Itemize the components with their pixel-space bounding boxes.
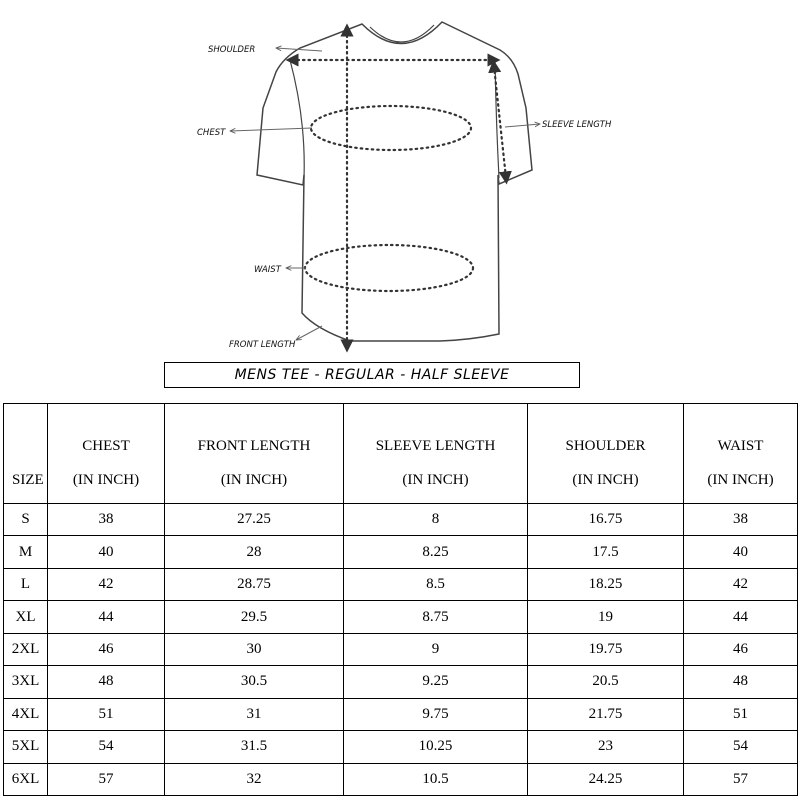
waist-cell: 38 [684,504,798,536]
waist-cell: 46 [684,633,798,665]
shoulder-cell: 18.25 [528,568,684,600]
sleeve-length-cell: 9 [344,633,528,665]
size-cell: XL [4,601,48,633]
waist-cell: 57 [684,763,798,796]
size-cell: 4XL [4,698,48,730]
front-length-cell: 32 [165,763,344,796]
table-row [4,568,798,600]
product-title: MENS TEE - REGULAR - HALF SLEEVE [164,362,580,388]
shoulder-cell: 16.75 [528,504,684,536]
sleeve-length-cell: 8.75 [344,601,528,633]
front-length-cell: 28.75 [165,568,344,600]
size-chart-table [3,403,798,796]
sleeve-length-cell: 9.25 [344,666,528,698]
chest-cell: 38 [48,504,165,536]
shoulder-cell: 23 [528,731,684,763]
chest-cell: 44 [48,601,165,633]
table-row [4,633,798,665]
waist-label: WAIST [254,265,281,275]
sleeve-length-cell: 8.5 [344,568,528,600]
chest-label: CHEST [197,128,226,138]
sleeve-length-cell: 8 [344,504,528,536]
sleeve-length-cell: 10.25 [344,731,528,763]
table-row [4,536,798,568]
front-length-cell: 30 [165,633,344,665]
shoulder-cell: 24.25 [528,763,684,796]
shoulder-cell: 21.75 [528,698,684,730]
front-length-label: FRONT LENGTH [229,340,296,350]
table-row [4,698,798,730]
table-row [4,763,798,796]
tshirt-measurement-diagram [0,0,800,360]
header-sleeve-length: SLEEVE LENGTH (IN INCH) [344,404,528,504]
front-length-cell: 29.5 [165,601,344,633]
front-length-cell: 30.5 [165,666,344,698]
header-front-length: FRONT LENGTH (IN INCH) [165,404,344,504]
chest-cell: 51 [48,698,165,730]
sleeve-length-cell: 9.75 [344,698,528,730]
waist-cell: 42 [684,568,798,600]
tshirt-outline [257,22,532,341]
size-cell: 5XL [4,731,48,763]
size-cell: S [4,504,48,536]
table-row [4,504,798,536]
size-cell: 3XL [4,666,48,698]
chest-cell: 48 [48,666,165,698]
chest-cell: 54 [48,731,165,763]
table-row [4,601,798,633]
front-length-cell: 31.5 [165,731,344,763]
waist-cell: 48 [684,666,798,698]
shoulder-cell: 20.5 [528,666,684,698]
size-cell: L [4,568,48,600]
header-shoulder: SHOULDER (IN INCH) [528,404,684,504]
chest-cell: 57 [48,763,165,796]
size-cell: 6XL [4,763,48,796]
shoulder-cell: 19.75 [528,633,684,665]
chest-cell: 40 [48,536,165,568]
chest-cell: 46 [48,633,165,665]
header-waist: WAIST (IN INCH) [684,404,798,504]
size-cell: M [4,536,48,568]
table-row [4,731,798,763]
waist-cell: 54 [684,731,798,763]
waist-cell: 51 [684,698,798,730]
size-cell: 2XL [4,633,48,665]
shoulder-label: SHOULDER [208,45,256,55]
shoulder-cell: 17.5 [528,536,684,568]
front-length-pointer-arrow [296,326,322,340]
sleeve-length-cell: 10.5 [344,763,528,796]
front-length-cell: 27.25 [165,504,344,536]
header-size: SIZE [4,404,48,504]
table-header-row [4,404,798,504]
front-length-cell: 31 [165,698,344,730]
front-length-cell: 28 [165,536,344,568]
waist-cell: 40 [684,536,798,568]
sleeve-length-label: SLEEVE LENGTH [542,120,612,130]
shoulder-cell: 19 [528,601,684,633]
chest-cell: 42 [48,568,165,600]
waist-cell: 44 [684,601,798,633]
header-chest: CHEST (IN INCH) [48,404,165,504]
sleeve-length-cell: 8.25 [344,536,528,568]
table-row [4,666,798,698]
